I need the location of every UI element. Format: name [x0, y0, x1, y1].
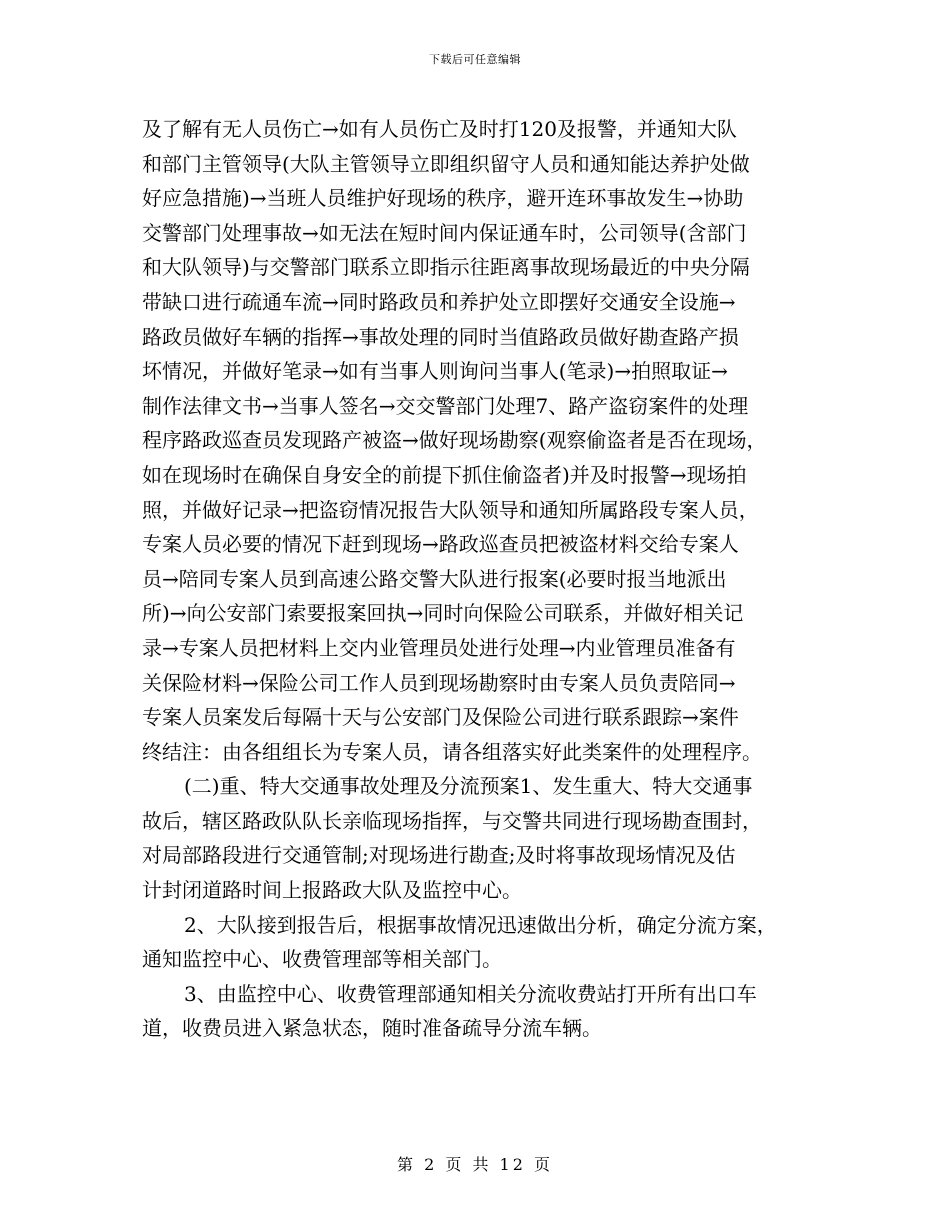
text-line: 关保险材料→保险公司工作人员到现场勘察时由专案人员负责陪同→	[142, 670, 736, 695]
text-line: 带缺口进行疏通车流→同时路政员和养护处立即摆好交通安全设施→	[142, 289, 736, 314]
text-line: 和部门主管领导(大队主管领导立即组织留守人员和通知能达养护处做	[142, 151, 750, 176]
text-line: 坏情况，并做好笔录→如有当事人则询问当事人(笔录)→拍照取证→	[142, 359, 728, 384]
paragraph-start-line: 2、大队接到报告后，根据事故情况迅速做出分析，确定分流方案，	[184, 912, 777, 937]
text-line: 员→陪同专案人员到高速公路交警大队进行报案(必要时报当地派出	[142, 566, 727, 591]
text-line: 专案人员案发后每隔十天与公安部门及保险公司进行联系跟踪→案件	[142, 705, 739, 730]
text-line: 交警部门处理事故→如无法在短时间内保证通车时，公司领导(含部门	[142, 220, 747, 245]
paragraph-start-line: 3、由监控中心、收费管理部通知相关分流收费站打开所有出口车	[184, 981, 757, 1006]
document-body	[142, 112, 812, 1046]
text-line: 照，并做好记录→把盗窃情况报告大队领导和通知所属路段专案人员，	[142, 497, 759, 522]
paragraph-start-line: (二)重、特大交通事故处理及分流预案1、发生重大、特大交通事	[184, 774, 753, 799]
text-line: 及了解有无人员伤亡→如有人员伤亡及时打120及报警，并通知大队	[142, 117, 737, 141]
text-line: 所)→向公安部门索要报案回执→同时向保险公司联系，并做好相关记	[142, 601, 744, 626]
text-line: 如在现场时在确保自身安全的前提下抓住偷盗者)并及时报警→现场拍	[142, 462, 747, 487]
text-line: 计封闭道路时间上报路政大队及监控中心。	[142, 878, 522, 903]
text-line: 路政员做好车辆的指挥→事故处理的同时当值路政员做好勘查路产损	[142, 324, 739, 349]
text-line: 好应急措施)→当班人员维护好现场的秩序，避开连环事故发生→协助	[142, 186, 744, 211]
text-line: 录→专案人员把材料上交内业管理员处进行处理→内业管理员准备有	[142, 635, 736, 660]
text-line: 对局部路段进行交通管制;对现场进行勘查;及时将事故现场情况及估	[142, 843, 736, 868]
text-line: 和大队领导)与交警部门联系立即指示往距离事故现场最近的中央分隔	[142, 255, 750, 280]
text-line: 程序路政巡查员发现路产被盗→做好现场勘察(观察偷盗者是否在现场，	[142, 428, 767, 453]
text-line: 终结注：由各组组长为专案人员，请各组落实好此类案件的处理程序。	[142, 739, 762, 764]
text-line: 故后，辖区路政队队长亲临现场指挥，与交警共同进行现场勘查围封，	[142, 808, 762, 833]
text-line: 制作法律文书→当事人签名→交交警部门处理7、路产盗窃案件的处理	[142, 393, 749, 418]
text-line: 通知监控中心、收费管理部等相关部门。	[142, 947, 502, 972]
text-line: 专案人员必要的情况下赶到现场→路政巡查员把被盗材料交给专案人	[142, 532, 739, 557]
page-number-footer: 第 2 页 共 12 页	[397, 1155, 553, 1174]
page-header: 下载后可任意编辑	[429, 53, 521, 66]
text-line: 道，收费员进入紧急状态，随时准备疏导分流车辆。	[142, 1016, 602, 1041]
